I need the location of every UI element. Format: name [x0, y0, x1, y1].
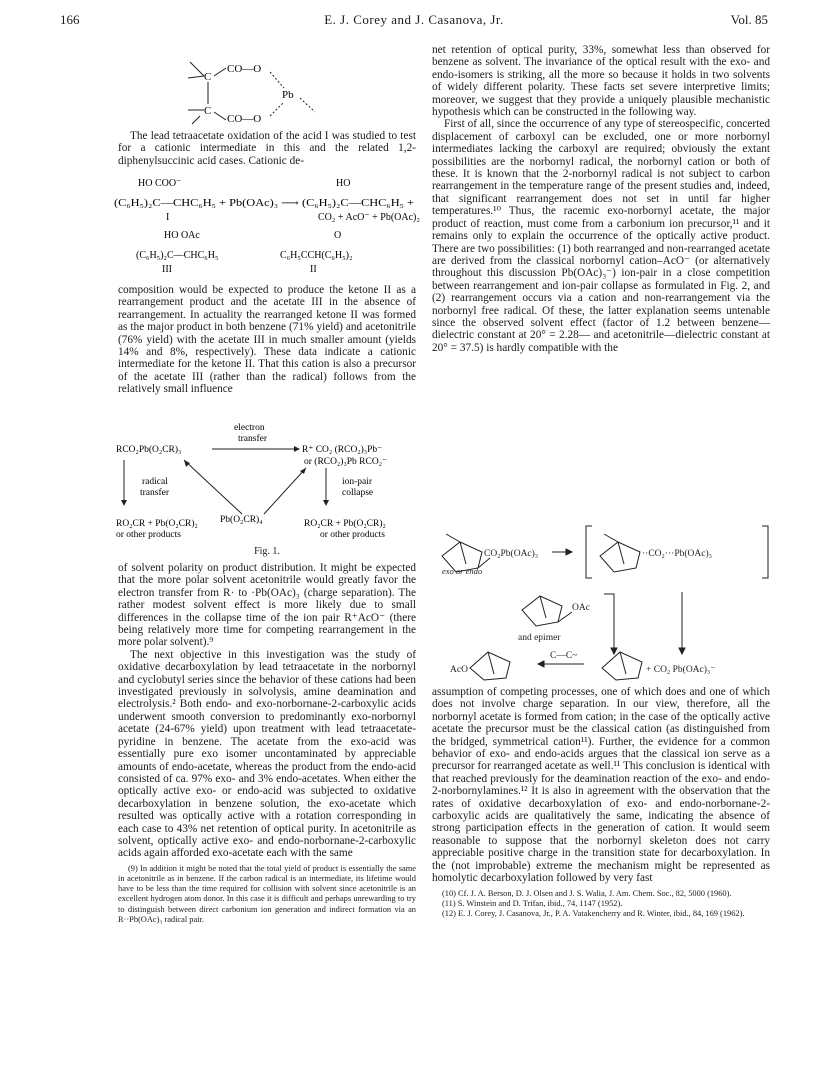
scheme-r4b: O	[334, 230, 342, 241]
fig1-collapse: collapse	[342, 488, 374, 498]
fig1-top-right: R⁺ CO₂ (RCO₂)₃Pb⁻	[302, 445, 383, 455]
struct-c-upper: C	[204, 71, 212, 83]
right-para-2: First of all, since the occurrence of any type of stereospecific, concerted displacement of carboxyl can be excluded, one or more norbornyl intermediates lacking the carboxyl are required; obviously the extant possibilities are the norbornyl radical, the norbornyl cation or both of these. It is known that the 2-norbornyl radical is not subject to carbon rearrangement in the temperature range of the present studies and, indeed, that significant rearrangement does not set in until far higher temperatures.¹⁰ Thus, the racemic exo-norbornyl acetate, the major product of reaction, must come from a carbonium ion precursor,¹¹ and it remains only to explain the occurrence of the optically active product. There are two possibilities: (1) both rearranged and non-rearranged acetate are derived from the classical norbornyl cation–AcO⁻ (or alternatively throughout this discussion Pb(OAc)₃⁻) ion-pair in a close competition between rearrangement and ion-pair collapse as formulated in Fig. 2, and (2) rearrangement occurs via a cation and non-rearrangement via the norbornyl free radical. Of these, the latter explanation seems untenable since the observed solvent effect (factor of 1.2 between benzene—dielectric constant at 20° = 2.28— and acetonitrile—dielectric constant at 20° = 37.5) is hardly compatible with the	[432, 118, 770, 354]
scheme-r4a: HO OAc	[164, 230, 200, 241]
fig2-label-oac: OAc	[572, 603, 590, 613]
fig1-top-left: RCO₂Pb(O₂CR)₃	[116, 445, 182, 455]
volume-label: Vol. 85	[730, 12, 768, 27]
left-column-intro	[118, 130, 416, 167]
fig2-label-and-epimer: and epimer	[518, 633, 561, 643]
struct-pb: Pb	[282, 89, 294, 101]
fig2-label-co2-pb: + CO₂ Pb(OAc)₃⁻	[646, 665, 716, 675]
footnote-12: (12) E. J. Corey, J. Casanova, Jr., P. A. Vatakencherry and R. Winter, ibid., 84, 169 (1962).	[442, 908, 745, 918]
scheme-r5b: C₆H₅CCH(C₆H₅)₂	[280, 250, 353, 261]
running-title: E. J. Corey and J. Casanova, Jr.	[324, 12, 504, 27]
left-column-body-2	[118, 562, 416, 925]
figure-1-caption: Fig. 1.	[254, 546, 280, 557]
fig1-center: Pb(O₂CR)₄	[220, 515, 263, 525]
fig1-top-right-2: or (RCO₂)₃Pb RCO₂⁻	[304, 457, 388, 467]
lead-chelate-structure	[170, 58, 340, 126]
fig1-radical: radical	[142, 477, 168, 487]
scheme-r2: (C₆H₅)₂C—CHC₆H₅ + Pb(OAc)₃ ⟶ (C₆H₅)₂C—CHC₆H₅ +	[114, 198, 415, 209]
left-para-3: of solvent polarity on product distribution. It might be expected that the more polar solvent acetonitrile would greatly favor the electron transfer from R· to ·Pb(OAc)₃ (charge separation). The rather modest solvent effect is more likely due to small differences in the collapse time of the ion pair R⁺AcO⁻ (there being relatively more time for competing rearrangement in the more polar solvent).⁹	[118, 562, 416, 649]
fig2-label-ion-pair: ··CO₂···Pb(OAc)₃	[642, 549, 712, 559]
footnote-10: (10) Cf. J. A. Berson, D. J. Olsen and J. S. Walia, J. Am. Chem. Soc., 82, 5000 (1960).	[442, 888, 732, 898]
left-para-2: composition would be expected to produce the ketone II as a rearrangement product and the acetate III in the absence of rearrangement. In actuality the rearranged ketone II was formed as the major product in both benzene (71% yield) and acetonitrile (76% yield) with the acetate III in much smaller amount (yields 14% and 8%, respectively). These data indicate a cationic intermediate for the ketone II. That this cation is also a precursor of the acetate III (rather than the radical) follows from the relatively small influence	[118, 284, 416, 396]
footnote-9: (9) In addition it might be noted that the total yield of product is essentially the same in acetonitrile as in benzene. If the carbon radical is an intermediate, its lifetime would have to be less than the time required for collision with solvent since acetonitrile is an excellent hydrogen atom donor. In this case it is difficult and perhaps unrewarding to try to distinguish between direct carbonium ion generation and indirect formation via an R··Pb(OAc)₃ radical pair.	[118, 863, 416, 924]
right-column-body-2	[432, 686, 770, 919]
scheme-r1b: HO	[336, 178, 351, 189]
right-column-body-1	[432, 44, 770, 354]
right-para-1: net retention of optical purity, 33%, somewhat less than observed for benzene as solvent. The invariance of the optical result with the exo- and endo-isomers is striking, all the more so because it holds in two solvents of widely different polarity. These facts set severe interpretive limits; moreover, we suggest that they provide a uniquely plausible mechanistic hypothesis which can be constructed in the following way.	[432, 44, 770, 119]
scheme-r5a: (C₆H₅)₂C—CHC₆H₅	[136, 250, 219, 261]
fig2-label-c-c: C—C~	[550, 651, 578, 661]
fig2-label-co2pb: CO₂Pb(OAc)₃	[484, 549, 539, 559]
footnote-9-block	[118, 864, 416, 925]
struct-co-lower: CO—O	[227, 113, 262, 125]
left-para-1: The lead tetraacetate oxidation of the acid I was studied to test for a cationic intermediate in this and the related 1,2-diphenylsuccinic acid cases. Cationic de-	[118, 130, 416, 167]
struct-c-lower: C	[204, 105, 212, 117]
figure-2-norbornyl-scheme	[432, 512, 770, 682]
fig1-bottom-right-1: RO₂CR + Pb(O₂CR)₂	[304, 519, 386, 529]
scheme-r3b: CO₂ + AcO⁻ + Pb(OAc)₂	[318, 212, 420, 223]
footnotes-right	[432, 889, 770, 920]
fig2-label-exo-endo: exo or endo	[442, 566, 483, 576]
scheme-r6a: III	[162, 264, 172, 275]
fig1-ion-pair: ion-pair	[342, 477, 373, 487]
fig1-transfer: transfer	[238, 434, 268, 444]
reaction-scheme-1	[114, 176, 420, 282]
struct-co-upper: CO—O	[227, 63, 262, 75]
fig2-label-aco: AcO	[450, 665, 468, 675]
fig1-electron: electron	[234, 423, 265, 433]
fig1-bottom-left-1: RO₂CR + Pb(O₂CR)₂	[116, 519, 198, 529]
page-number: 166	[60, 12, 80, 27]
footnote-11: (11) S. Winstein and D. Trifan, ibid., 74, 1147 (1952).	[442, 898, 623, 908]
scheme-r3a: I	[166, 212, 170, 223]
left-para-4: The next objective in this investigation was the study of oxidative decarboxylation by lead tetraacetate in the norbornyl and cyclobutyl series since the behavior of these cations had been investigated previously in solvolysis, amine deamination and electrolysis.² Both endo- and exo-norbornane-2-carboxylic acids underwent smooth conversion to predominantly exo-norbornyl acetate (24-67% yield) upon treatment with lead tetraacetate-pyridine in benzene. The acetate from the exo-acid was essentially pure exo isomer uncontaminated by appreciable amounts of endo-acetate, whereas the product from the endo-acid consisted of ca. 97% exo- and 3% endo-acetates. When either the optically active exo- or endo-acid was subjected to oxidative decarboxylation in benzene solution, the exo-acetate which resulted was optically active with a rotation corresponding in each case to 43% net retention of optical purity. In acetonitrile as solvent, optically active exo- and endo-norbornane-2-carboxylic acids again afforded exo-acetate each with the same	[118, 648, 416, 860]
right-para-3: assumption of competing processes, one of which does and one of which does not involve charge separation. In our view, therefore, all the norbornyl acetate is formed from cation; in the case of the optically active acetate the precursor must be the classical cation (as distinguished from the bridged, symmetrical cation¹¹). Further, the evidence for a common behavior of exo- and endo-acids argues that the classical ion serve as a precursor for rearranged acetate as well.¹¹ This conclusion is identical with that reached previously for the deamination reaction of the exo- and endo-2-norbornylamines.¹² It is also in agreement with the observation that the rates of oxidative decarboxylation of exo- and endo-norbornane-2-carboxylic acids are qualitatively the same, indicating the absence of strong participation effects in the generation of cation. It would seem reasonable to suppose that the norbornyl skeleton does not carry appreciable positive charge in the transition state for decarboxylation. In the (not improbable) extreme the mechanism might be represented as homolytic decarboxylation followed by very fast	[432, 686, 770, 885]
left-column-body-1	[118, 284, 416, 396]
scheme-r1a: HO COO⁻	[138, 178, 182, 189]
fig1-bottom-left-2: or other products	[116, 530, 181, 540]
scheme-r6b: II	[310, 264, 317, 275]
fig1-bottom-right-2: or other products	[320, 530, 385, 540]
page-header	[60, 12, 768, 30]
fig1-radical-transfer: transfer	[140, 488, 170, 498]
figure-1	[114, 420, 420, 544]
